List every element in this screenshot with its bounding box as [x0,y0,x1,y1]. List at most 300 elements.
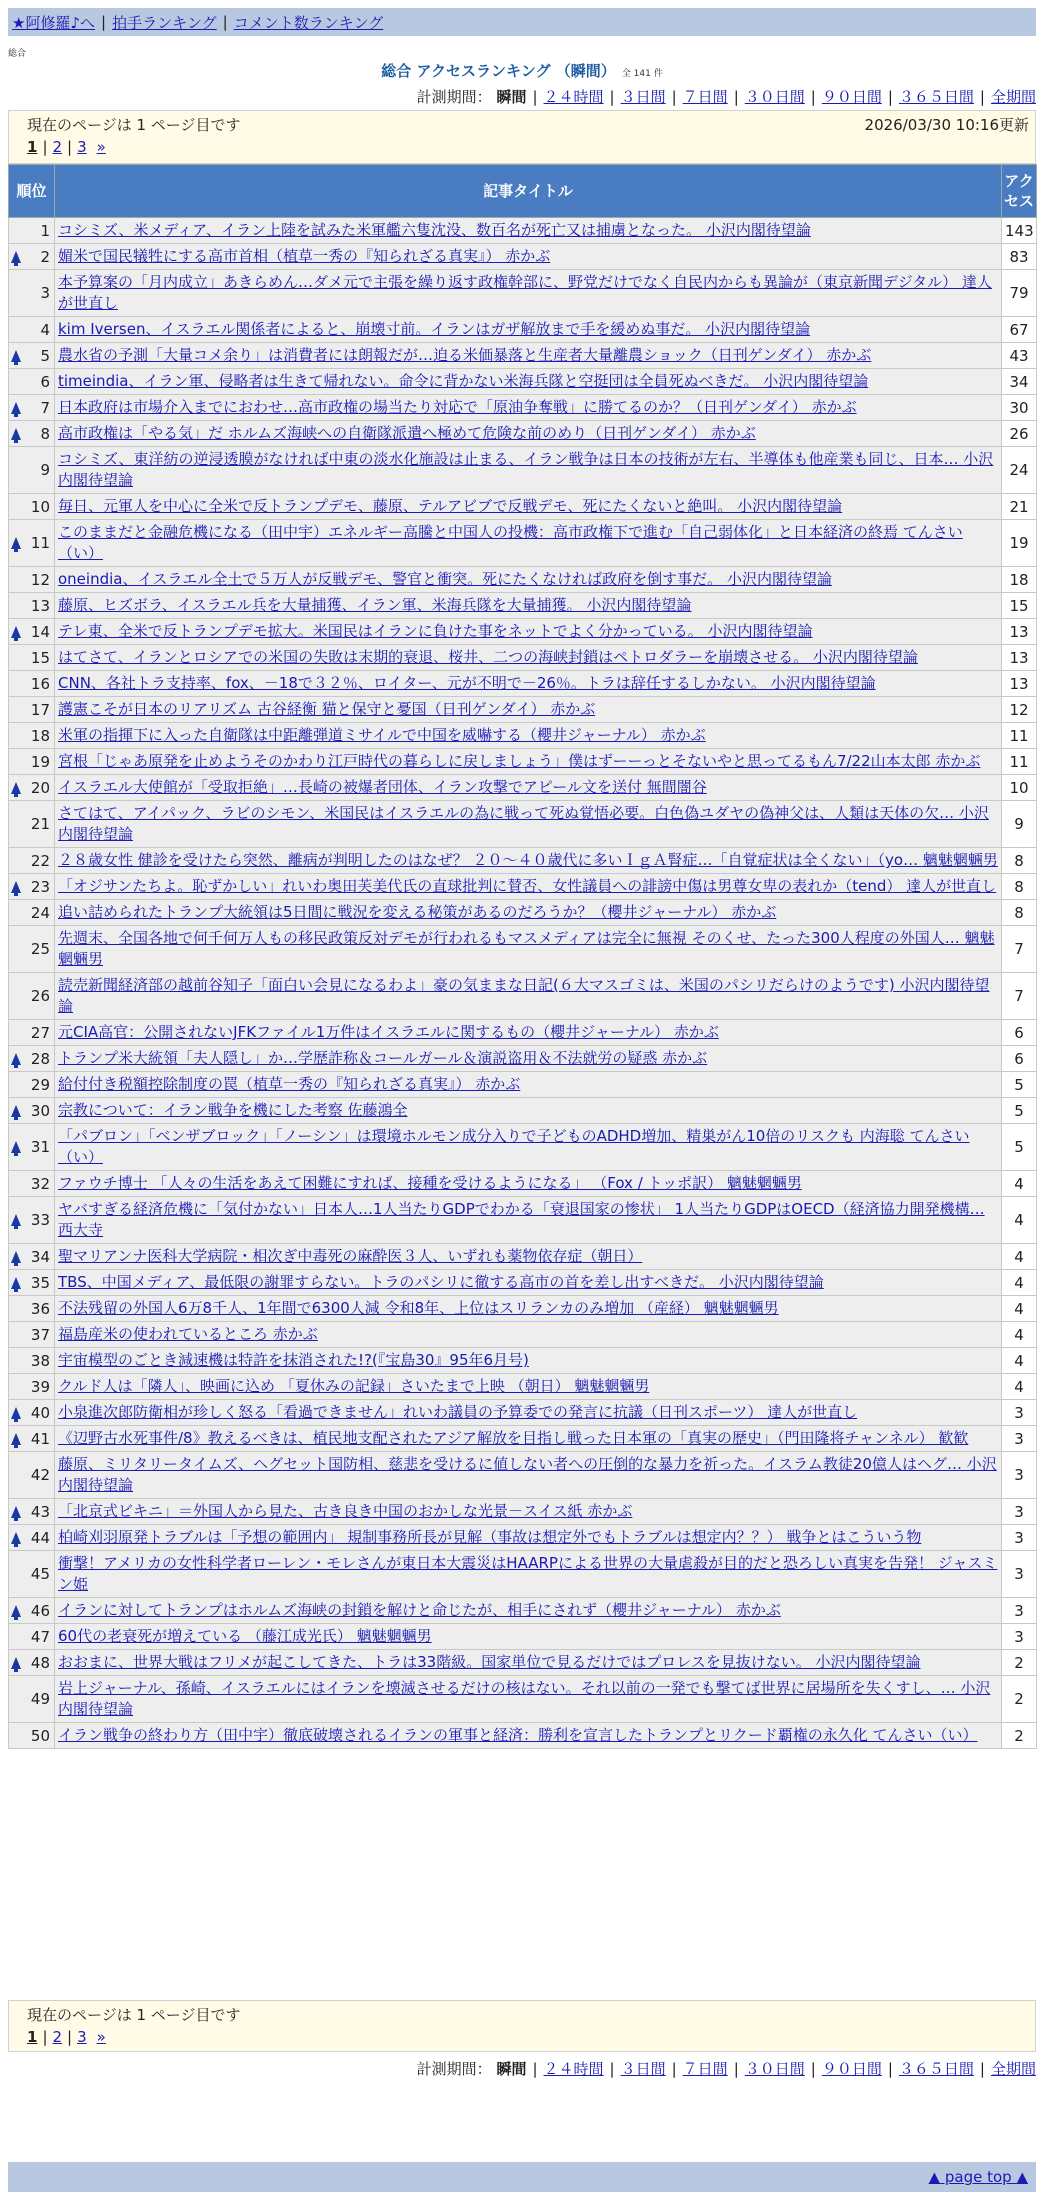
title-cell [55,520,1002,567]
rank-cell [9,520,55,567]
rank-number: 4 [40,320,50,339]
rank-number: 13 [30,596,50,615]
rank-number: 26 [30,987,50,1005]
title-cell [55,1046,1002,1072]
pager-page-3[interactable]: 3 [77,2028,87,2046]
rank-number: 10 [30,497,50,516]
rank-up-arrow-icon [11,537,21,549]
rank-number: 44 [30,1528,50,1547]
table-row [9,244,1037,270]
period-label: 計測期間： [416,88,492,106]
article-title-link[interactable]: はてさて、イランとロシアでの米国の失敗は末期的衰退、桜井、二つの海峡封鎖はペトロダラーを崩壊させる。 小沢内閣待望論 [58,648,918,666]
rank-cell [9,1296,55,1322]
title-cell [55,1624,1002,1650]
access-count: 18 [1002,567,1037,593]
rank-cell [9,1525,55,1551]
page-top-link[interactable]: ▲ page top ▲ [928,2168,1028,2186]
article-title-link[interactable]: 追い詰められたトランプ大統領は5日間に戦況を変える秘策があるのだろうか？（櫻井ジャーナル） 赤かぶ [58,903,777,921]
rank-cell [9,395,55,421]
access-count: 12 [1002,697,1037,723]
title-cell [55,447,1002,494]
title-cell [55,848,1002,874]
footer-bar [8,2162,1036,2192]
pager-page-2[interactable]: 2 [52,2028,63,2046]
comment-ranking-link[interactable]: コメント数ランキング [233,13,384,32]
rank-cell [9,1650,55,1676]
article-title-link[interactable]: 藤原、ミリタリータイムズ、ヘグセット国防相、慈悲を受けるに値しない者への圧倒的な暴力を祈った。イスラム教徒20億人はヘグ… 小沢内閣待望論 [58,1455,997,1494]
access-count: 4 [1002,1197,1037,1244]
access-count: 9 [1002,801,1037,848]
access-count: 8 [1002,900,1037,926]
access-count: 5 [1002,1124,1037,1171]
period-90d-link[interactable]: ９０日間 [821,2060,882,2078]
article-title-link[interactable]: イランに対してトランプはホルムズ海峡の封鎖を解けと命じたが、相手にされず（櫻井ジャーナル） 赤かぶ [58,1601,781,1619]
rank-number: 25 [30,940,50,958]
rank-cell [9,593,55,619]
rank-up-arrow-icon [11,626,21,638]
rank-cell [9,1046,55,1072]
rank-cell [9,1348,55,1374]
title-cell [55,593,1002,619]
nav-separator: | [101,13,107,31]
rank-cell [9,494,55,520]
title-cell [55,874,1002,900]
table-row [9,775,1037,801]
article-title-link[interactable]: おおまに、世界大戦はフリメが起こしてきた、トラは33階級。国家単位で見るだけではプロレスを見抜けない。 小沢内閣待望論 [58,1653,921,1671]
title-cell [55,1499,1002,1525]
rank-number: 5 [40,346,50,365]
rank-number: 40 [30,1403,50,1422]
period-current: 瞬間 [496,88,527,106]
pager-bottom: 1 | 2 | 3 » [27,2028,106,2046]
rank-number: 17 [30,700,50,719]
table-row [9,369,1037,395]
rank-up-arrow-icon [11,350,21,362]
table-row [9,1676,1037,1723]
table-row [9,1426,1037,1452]
access-count: 5 [1002,1098,1037,1124]
rank-number: 42 [30,1466,50,1484]
title-cell [55,1426,1002,1452]
rank-cell [9,1374,55,1400]
title-cell [55,1723,1002,1749]
title-cell [55,1098,1002,1124]
title-cell [55,900,1002,926]
article-title-link[interactable]: 先週末、全国各地で何千何万人もの移民政策反対デモが行われるもマスメディアは完全に無視 そのくせ、たった300人程度の外国人… 魑魅魍魎男 [58,929,995,968]
article-title-link[interactable]: 衝撃！アメリカの女性科学者ローレン・モレさんが東日本大震災はHAARPによる世界の大量虐殺が目的だと恐ろしい真実を告発！ ジャスミン姫 [58,1554,998,1593]
article-title-link[interactable]: kim Iversen、イスラエル関係者によると、崩壊寸前。イランはガザ解放まで手を緩めぬ事だ。 小沢内閣待望論 [58,320,811,338]
article-title-link[interactable]: TBS、中国メディア、最低限の謝罪すらない。トラのパシリに徹する高市の首を差し出すべきだ。 小沢内閣待望論 [58,1273,824,1291]
access-count: 83 [1002,244,1037,270]
rank-cell [9,567,55,593]
rank-up-arrow-icon [11,881,21,893]
article-title-link[interactable]: テレ東、全米で反トランプデモ拡大。米国民はイランに負けた事をネットでよく分かっている。 小沢内閣待望論 [58,622,813,640]
table-row [9,270,1037,317]
title-cell [55,1598,1002,1624]
article-title-link[interactable]: 「オジサンたちよ。恥ずかしい」れいわ奥田芙美代氏の直球批判に賛否、女性議員への誹謗中傷は男尊女卑の表れか（tend） 達人が世直し [58,877,997,895]
rank-number: 31 [30,1138,50,1156]
rank-cell [9,1499,55,1525]
title-cell [55,369,1002,395]
rank-cell [9,1020,55,1046]
rank-number: 21 [30,815,50,833]
article-title-link[interactable]: 元CIA高官：公開されないJFKファイル1万件はイスラエルに関するもの（櫻井ジャーナル） 赤かぶ [58,1023,719,1041]
title-cell [55,395,1002,421]
article-title-link[interactable]: 宮根「じゃあ原発を止めようそのかわり江戸時代の暮らしに戻しましょう」僕はずーーっとそないやと思ってるもん7/22山本太郎 赤かぶ [58,752,981,770]
rank-cell [9,1551,55,1598]
title-cell [55,1072,1002,1098]
table-row [9,1020,1037,1046]
article-title-link[interactable]: 小泉進次郎防衛相が珍しく怒る「看過できません」れいわ議員の予算委での発言に抗議（日刊スポーツ） 達人が世直し [58,1403,858,1421]
table-row [9,447,1037,494]
rank-cell [9,723,55,749]
rank-cell [9,801,55,848]
pager-current: 1 [27,138,38,156]
rank-number: 15 [30,648,50,667]
table-row [9,1499,1037,1525]
article-title-link[interactable]: 給付付き税額控除制度の罠（植草一秀の『知られざる真実』） 赤かぶ [58,1075,521,1093]
access-count: 7 [1002,926,1037,973]
rank-cell [9,973,55,1020]
title-cell [55,775,1002,801]
access-count: 6 [1002,1046,1037,1072]
pager-page-3[interactable]: 3 [77,138,87,156]
article-title-link[interactable]: ファウチ博士 「人々の生活をあえて困難にすれば、接種を受けるようになる」 （Fox / トッポ訳） 魑魅魍魎男 [58,1174,802,1192]
period-label: 計測期間： [416,2060,492,2078]
rank-number: 19 [30,752,50,771]
table-row [9,848,1037,874]
rank-cell [9,1322,55,1348]
period-selector-top: 計測期間： 瞬間 | ２４時間 | ３日間 | ７日間 | ３０日間 | ９０日間 | ３６５日間 | 全期間 [416,88,1036,106]
article-title-link[interactable]: 岩上ジャーナル、孫崎、イスラエルにはイランを壊滅させるだけの核はない。それ以前の一発でも撃てば世界に居場所を失くすし、… 小沢内閣待望論 [58,1679,991,1718]
access-count: 4 [1002,1244,1037,1270]
title-cell [55,1650,1002,1676]
rank-cell [9,900,55,926]
page-info-box-bottom [8,2000,1036,2052]
rank-cell [9,1270,55,1296]
rank-number: 12 [30,570,50,589]
table-row [9,1046,1037,1072]
rank-number: 36 [30,1299,50,1318]
title-cell [55,801,1002,848]
header-rank: 順位 [9,165,55,218]
rank-cell [9,926,55,973]
table-row [9,1124,1037,1171]
rank-cell [9,270,55,317]
table-row [9,421,1037,447]
rank-cell [9,1400,55,1426]
pager-next[interactable]: » [96,138,106,156]
article-title-link[interactable]: CNN、各社トラ支持率、fox、－18で３２％、ロイター、元が不明で－26％。トラは辞任するしかない。 小沢内閣待望論 [58,674,876,692]
access-count: 3 [1002,1452,1037,1499]
ranking-table-body [9,218,1037,1749]
rank-cell [9,1171,55,1197]
article-title-link[interactable]: oneindia、イスラエル全土で５万人が反戦デモ、警官と衝突。死にたくなければ政府を倒す事だ。 小沢内閣待望論 [58,570,832,588]
table-row [9,801,1037,848]
ranking-count: 全 141 件 [621,69,663,79]
rank-cell [9,848,55,874]
access-count: 3 [1002,1551,1037,1598]
ranking-title [0,60,1044,81]
rank-number: 8 [40,424,50,443]
article-title-link[interactable]: 不法残留の外国人6万8千人、1年間で6300人減 令和8年、上位はスリランカのみ増加 （産経） 魑魅魍魎男 [58,1299,779,1317]
table-row [9,567,1037,593]
article-title-link[interactable]: このままだと金融危機になる（田中宇）エネルギー高騰と中国人の投機：高市政権下で進む「自己弱体化」と日本経済の終焉 てんさい（い） [58,523,963,562]
article-title-link[interactable]: 米軍の指揮下に入った自衛隊は中距離弾道ミサイルで中国を威嚇する（櫻井ジャーナル） 赤かぶ [58,726,706,744]
category-label: 総合 [8,49,27,59]
table-row [9,1650,1037,1676]
access-count: 13 [1002,671,1037,697]
updated-time: 2026/03/30 10:16更新 [864,116,1029,134]
rank-cell [9,749,55,775]
rank-cell [9,874,55,900]
title-cell [55,421,1002,447]
access-count: 2 [1002,1650,1037,1676]
table-row [9,1723,1037,1749]
header-title: 記事タイトル [55,165,1002,218]
access-count: 3 [1002,1426,1037,1452]
title-cell [55,1020,1002,1046]
rank-up-arrow-icon [11,1657,21,1669]
header-access: アクセス [1002,165,1037,218]
rank-cell [9,1624,55,1650]
top-nav-bar [8,8,1036,36]
article-title-link[interactable]: 読売新聞経済部の越前谷知子「面白い会見になるわよ」豪の気ままな日記(６大マスゴミは、米国のパシリだらけのようです) 小沢内閣待望論 [58,976,990,1015]
access-count: 19 [1002,520,1037,567]
article-title-link[interactable]: ヤバすぎる経済危機に「気付かない」日本人…1人当たりGDPでわかる「衰退国家の惨状」 1人当たりGDPはOECD（経済協力開発機構… 西大寺 [58,1200,985,1239]
rank-number: 47 [30,1627,50,1646]
article-title-link[interactable]: 媚米で国民犠牲にする高市首相（植草一秀の『知られざる真実』） 赤かぶ [58,247,551,265]
article-title-link[interactable]: 護憲こそが日本のリアリズム 古谷経衡 猫と保守と憂国（日刊ゲンダイ） 赤かぶ [58,700,596,718]
access-count: 143 [1002,218,1037,244]
article-title-link[interactable]: timeindia、イラン軍、侵略者は生きて帰れない。命令に背かない米海兵隊と空挺団は全員死ぬべきだ。 小沢内閣待望論 [58,372,869,390]
rank-cell [9,1197,55,1244]
title-cell [55,244,1002,270]
table-row [9,1374,1037,1400]
pager-current: 1 [27,2028,38,2046]
table-row [9,1452,1037,1499]
table-row [9,395,1037,421]
table-row [9,1171,1037,1197]
article-title-link[interactable]: コシミズ、東洋紡の逆浸透膜がなければ中東の淡水化施設は止まる、イラン戦争は日本の技術が左右、半導体も他産業も同じ、日本… 小沢内閣待望論 [58,450,994,489]
rank-number: 6 [40,372,50,391]
page-info-box-top [8,110,1036,164]
period-3d-link[interactable]: ３日間 [620,2060,666,2078]
access-count: 4 [1002,1322,1037,1348]
table-row [9,1525,1037,1551]
rank-number: 23 [30,877,50,896]
article-title-link[interactable]: クルド人は「隣人」、映画に込め 「夏休みの記録」さいたまで上映 （朝日） 魑魅魍魎男 [58,1377,650,1395]
article-title-link[interactable]: 本予算案の「月内成立」あきらめん…ダメ元で主張を繰り返す政権幹部に、野党だけでなく自民内からも異論が（東京新聞デジタル） 達人が世直し [58,273,992,312]
period-365d-link[interactable]: ３６５日間 [898,88,974,106]
rank-number: 24 [30,903,50,922]
period-all-link[interactable]: 全期間 [990,2060,1036,2078]
table-row [9,1348,1037,1374]
rank-up-arrow-icon [11,1251,21,1263]
access-count: 10 [1002,775,1037,801]
table-row [9,1400,1037,1426]
article-title-link[interactable]: 福島産米の使われているところ 赤かぶ [58,1325,318,1343]
access-count: 4 [1002,1270,1037,1296]
article-title-link[interactable]: さてはて、アイパック、ラビのシモン、米国民はイスラエルの為に戦って死ぬ覚悟必要。白色偽ユダヤの偽神父は、人類は天体の欠… 小沢内閣待望論 [58,804,989,843]
article-title-link[interactable]: 農水省の予測「大量コメ余り」は消費者には朗報だが…迫る米価暴落と生産者大量離農ショック（日刊ゲンダイ） 赤かぶ [58,346,872,364]
article-title-link[interactable]: コシミズ、米メディア、イラン上陸を試みた米軍艦六隻沈没、数百名が死亡又は捕虜となった。 小沢内閣待望論 [58,221,811,239]
article-title-link[interactable]: イスラエル大使館が「受取拒絶」…長崎の被爆者団体、イラン攻撃でアピール文を送付 無間闇谷 [58,778,707,796]
rank-number: 49 [30,1690,50,1708]
pager-page-2[interactable]: 2 [52,138,63,156]
table-row [9,218,1037,244]
period-all-link[interactable]: 全期間 [990,88,1036,106]
article-title-link[interactable]: 日本政府は市場介入までにおわせ…高市政権の場当たり対応で「原油争奪戦」に勝てるのか？（日刊ゲンダイ） 赤かぶ [58,398,857,416]
access-count: 79 [1002,270,1037,317]
rank-number: 18 [30,726,50,745]
access-count: 4 [1002,1171,1037,1197]
rank-up-arrow-icon [11,1506,21,1518]
table-row [9,697,1037,723]
access-count: 43 [1002,343,1037,369]
rank-number: 35 [30,1273,50,1292]
table-row [9,1072,1037,1098]
table-row [9,671,1037,697]
article-title-link[interactable]: 高市政権は「やる気」だ ホルムズ海峡への自衛隊派遣へ極めて危険な前のめり（日刊ゲンダイ） 赤かぶ [58,424,756,442]
table-row [9,926,1037,973]
article-title-link[interactable]: 宗教について：イラン戦争を機にした考察 佐藤鴻全 [58,1101,408,1119]
table-row [9,723,1037,749]
rank-number: 7 [40,398,50,417]
article-title-link[interactable]: 宇宙模型のごとき減速機は特許を抹消された!?(『宝島30』95年6月号) [58,1351,529,1369]
access-count: 8 [1002,848,1037,874]
nav-separator: | [222,13,228,31]
title-cell [55,1270,1002,1296]
title-cell [55,1400,1002,1426]
article-title-link[interactable]: 60代の老衰死が増えている （藤江成光氏） 魑魅魍魎男 [58,1627,432,1645]
article-title-link[interactable]: トランプ米大統領「夫人隠し」か…学歴詐称＆コールガール＆演説盗用＆不法就労の疑惑 赤かぶ [58,1049,708,1067]
table-row [9,317,1037,343]
rank-cell [9,447,55,494]
article-title-link[interactable]: 「北京式ビキニ」＝外国人から見た、古き良き中国のおかしな光景－スイス紙 赤かぶ [58,1502,633,1520]
rank-up-arrow-icon [11,1214,21,1226]
access-count: 26 [1002,421,1037,447]
access-count: 24 [1002,447,1037,494]
title-cell [55,1171,1002,1197]
title-cell [55,1374,1002,1400]
rank-number: 50 [30,1726,50,1745]
article-title-link[interactable]: 藤原、ヒズボラ、イスラエル兵を大量捕獲、イラン軍、米海兵隊を大量捕獲。 小沢内閣待望論 [58,596,692,614]
applause-ranking-link[interactable]: 拍手ランキング [112,13,217,32]
access-count: 4 [1002,1374,1037,1400]
table-row [9,874,1037,900]
title-cell [55,317,1002,343]
access-count: 2 [1002,1676,1037,1723]
title-cell [55,1124,1002,1171]
period-7d-link[interactable]: ７日間 [682,88,728,106]
title-cell [55,1322,1002,1348]
title-cell [55,567,1002,593]
table-row [9,645,1037,671]
access-count: 30 [1002,395,1037,421]
title-cell [55,619,1002,645]
access-count: 3 [1002,1624,1037,1650]
home-link[interactable]: ★阿修羅♪へ [12,13,96,32]
article-title-link[interactable]: イラン戦争の終わり方（田中宇）徹底破壊されるイランの軍事と経済：勝利を宣言したトランプとリクード覇権の永久化 てんさい（い） [58,1726,978,1744]
article-title-link[interactable]: ２８歳女性 健診を受けたら突然、離病が判明したのはなぜ？ ２０～４０歳代に多いＩｇＡ腎症…「自覚症状は全くない」（yo… 魑魅魍魎男 [58,851,998,869]
table-row [9,520,1037,567]
title-cell [55,1296,1002,1322]
period-365d-link[interactable]: ３６５日間 [898,2060,974,2078]
rank-number: 48 [30,1653,50,1672]
title-cell [55,1551,1002,1598]
rank-number: 2 [40,247,50,266]
rank-number: 45 [30,1565,50,1583]
rank-up-arrow-icon [11,402,21,414]
title-cell [55,1525,1002,1551]
period-90d-link[interactable]: ９０日間 [821,88,882,106]
rank-cell [9,1124,55,1171]
title-cell [55,343,1002,369]
title-cell [55,1676,1002,1723]
period-7d-link[interactable]: ７日間 [682,2060,728,2078]
rank-up-arrow-icon [11,1105,21,1117]
table-row [9,1598,1037,1624]
rank-number: 32 [30,1174,50,1193]
rank-cell [9,619,55,645]
access-count: 6 [1002,1020,1037,1046]
rank-up-arrow-icon [11,782,21,794]
access-count: 3 [1002,1525,1037,1551]
access-count: 4 [1002,1296,1037,1322]
rank-cell [9,1452,55,1499]
rank-cell [9,1072,55,1098]
period-selector-bottom: 計測期間： 瞬間 | ２４時間 | ３日間 | ７日間 | ３０日間 | ９０日間 | ３６５日間 | 全期間 [416,2060,1036,2078]
pager-next[interactable]: » [96,2028,106,2046]
access-count: 8 [1002,874,1037,900]
title-cell [55,1197,1002,1244]
table-row [9,1296,1037,1322]
period-30d-link[interactable]: ３０日間 [744,88,805,106]
rank-number: 14 [30,622,50,641]
rank-number: 29 [30,1075,50,1094]
rank-number: 37 [30,1325,50,1344]
period-24h-link[interactable]: ２４時間 [543,88,604,106]
period-3d-link[interactable]: ３日間 [620,88,666,106]
article-title-link[interactable]: 聖マリアンナ医科大学病院・相次ぎ中毒死の麻酔医３人、いずれも薬物依存症（朝日） [58,1247,643,1265]
title-cell [55,723,1002,749]
rank-cell [9,1426,55,1452]
rank-up-arrow-icon [11,428,21,440]
rank-number: 22 [30,851,50,870]
title-cell [55,1452,1002,1499]
article-title-link[interactable]: 《辺野古水死事件/8》教えるべきは、植民地支配されたアジア解放を目指し戦った日本軍の「真実の歴史」（門田隆将チャンネル） 歓歓 [58,1429,969,1447]
rank-up-arrow-icon [11,1141,21,1153]
rank-number: 41 [30,1429,50,1448]
table-row [9,1624,1037,1650]
rank-up-arrow-icon [11,251,21,263]
period-current: 瞬間 [496,2060,527,2078]
article-title-link[interactable]: 柏崎刈羽原発トラブルは「予想の範囲内」 規制事務所長が見解（事故は想定外でもトラブルは想定内？？） 戦争とはこういう物 [58,1528,922,1546]
article-title-link[interactable]: 「パブロン」「ベンザブロック」「ノーシン」は環境ホルモン成分入りで子どものADHD増加、精巣がん10倍のリスクも 内海聡 てんさい（い） [58,1127,970,1166]
period-24h-link[interactable]: ２４時間 [543,2060,604,2078]
title-cell [55,1348,1002,1374]
access-count: 7 [1002,973,1037,1020]
rank-cell [9,775,55,801]
access-count: 21 [1002,494,1037,520]
title-cell [55,671,1002,697]
access-count: 3 [1002,1499,1037,1525]
period-30d-link[interactable]: ３０日間 [744,2060,805,2078]
access-count: 34 [1002,369,1037,395]
pager: 1 | 2 | 3 » [27,138,106,156]
article-title-link[interactable]: 毎日、元軍人を中心に全米で反トランプデモ、藤原、テルアビブで反戦デモ、死にたくないと絶叫。 小沢内閣待望論 [58,497,843,515]
